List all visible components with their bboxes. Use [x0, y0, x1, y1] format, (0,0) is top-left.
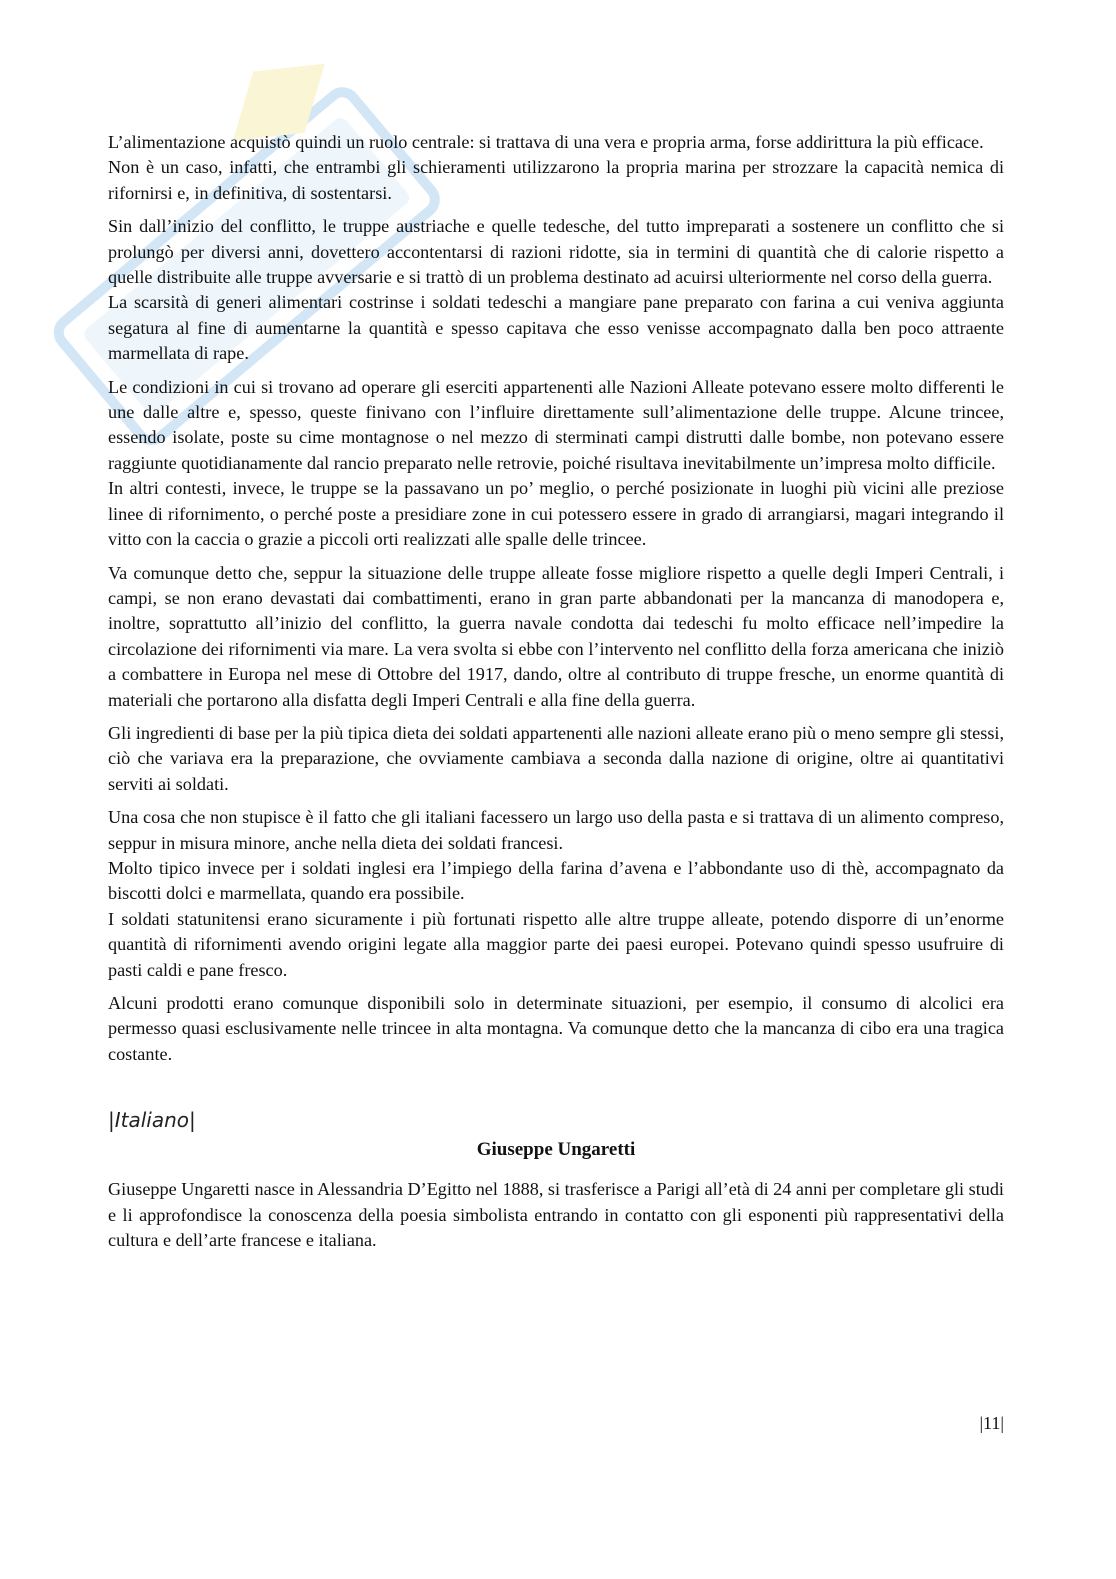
- page-number: |11|: [979, 1413, 1004, 1433]
- paragraph: Molto tipico invece per i soldati inglesi era l’impiego della farina d’avena e l’abbondante uso di thè, accompagnato da biscotti dolci e marmellata, quando era possibile.: [108, 857, 1004, 904]
- paragraph-block: [108, 375, 1004, 553]
- paragraph-block: [108, 561, 1004, 713]
- paragraph: Gli ingredienti di base per la più tipica dieta dei soldati appartenenti alle nazioni alleate erano più o meno sempre gli stessi, ciò che variava era la preparazione, che ovviamente cambiava a seconda dalla nazione di origine, oltre ai quantitativi serviti ai soldati.: [108, 722, 1004, 794]
- paragraph: Una cosa che non stupisce è il fatto che gli italiani facessero un largo uso della pasta e si trattava di un alimento compreso, seppur in misura minore, anche nella dieta dei soldati francesi.: [108, 807, 1004, 853]
- paragraph: Alcuni prodotti erano comunque disponibili solo in determinate situazioni, per esempio, il consumo di alcolici era permesso quasi esclusivamente nelle trincee in alta montagna. Va comunque detto che la mancanza di cibo era una tragica costante.: [108, 993, 1004, 1064]
- paragraph-block: [108, 214, 1004, 366]
- paragraph-block: [108, 130, 1004, 206]
- paragraph: In altri contesti, invece, le truppe se la passavano un po’ meglio, o perché posizionate in luoghi più vicini alle preziose linee di rifornimento, o perché poste a presidiare zone in cui potessero essere in grado di arrangiarsi, magari integrando il vitto con la caccia o grazie a piccoli orti realizzati alle spalle delle trincee.: [108, 478, 1004, 550]
- section-paragraph: Giuseppe Ungaretti nasce in Alessandria D’Egitto nel 1888, si trasferisce a Parigi all’età di 24 anni per completare gli studi e li approfondisce la conoscenza della poesia simbolista entrando in contatto con gli esponenti più rappresentativi della cultura e dell’arte francese e italiana.: [108, 1179, 1004, 1251]
- section-title: Giuseppe Ungaretti: [476, 1139, 636, 1161]
- paragraph: Va comunque detto che, seppur la situazione delle truppe alleate fosse migliore rispetto a quelle degli Imperi Centrali, i campi, se non erano devastati dai combattimenti, erano in gran parte abbandonati per la mancanza di manodopera e, inoltre, soprattutto all’inizio del conflitto, la guerra navale condotta dai tedeschi fu molto efficace nell’impedire la circolazione dei rifornimenti via mare. La vera svolta si ebbe con l’intervento nel conflitto della forza americana che iniziò a combattere in Europa nel mese di Ottobre del 1917, dando, oltre al contributo di truppe fresche, un enorme quantità di materiali che portarono alla disfatta degli Imperi Centrali e alla fine della guerra.: [108, 562, 1004, 710]
- paragraph: Non è un caso, infatti, che entrambi gli schieramenti utilizzarono la propria marina per strozzare la capacità nemica di rifornirsi e, in definitiva, di sostentarsi.: [108, 157, 1004, 203]
- paragraph: I soldati statunitensi erano sicuramente i più fortunati rispetto alle altre truppe alleate, potendo disporre di un’enorme quantità di rifornimenti avendo origini legate alla maggior parte dei paesi europei. Potevano quindi spesso usufruire di pasti caldi e pane fresco.: [108, 908, 1004, 980]
- document-page: [108, 130, 1004, 1253]
- paragraph-block: [108, 991, 1004, 1067]
- paragraph: L’alimentazione acquistò quindi un ruolo centrale: si trattava di una vera e propria arma, forse addirittura la più efficace.: [108, 132, 984, 152]
- subject-label: |Italiano|: [108, 1108, 196, 1133]
- paragraph: La scarsità di generi alimentari costrinse i soldati tedeschi a mangiare pane preparato con farina a cui veniva aggiunta segatura al fine di aumentarne la quantità e spesso capitava che esso venisse accompagnato dalla ben poco attraente marmellata di rape.: [108, 292, 1004, 364]
- paragraph: Le condizioni in cui si trovano ad operare gli eserciti appartenenti alle Nazioni Alleate potevano essere molto differenti le une dalle altre e, spesso, queste finivano con l’influire direttamente sull’alimentazione delle truppe. Alcune trincee, essendo isolate, poste su cime montagnose o nel mezzo di sterminati campi distrutti dalle bombe, non potevano essere raggiunte quotidianamente dal rancio preparato nelle retrovie, poiché risultava inevitabilmente un’impresa molto difficile.: [108, 376, 1004, 473]
- paragraph-block: [108, 721, 1004, 797]
- paragraph: Sin dall’inizio del conflitto, le truppe austriache e quelle tedesche, del tutto impreparati a sostenere un conflitto che si prolungò per diversi anni, dovettero accontentarsi di razioni ridotte, sia in termini di quantità che di calorie rispetto a quelle distribuite alle truppe avversarie e si trattò di un problema destinato ad acuirsi ulteriormente nel corso della guerra.: [108, 216, 1004, 288]
- paragraph-block: [108, 805, 1004, 983]
